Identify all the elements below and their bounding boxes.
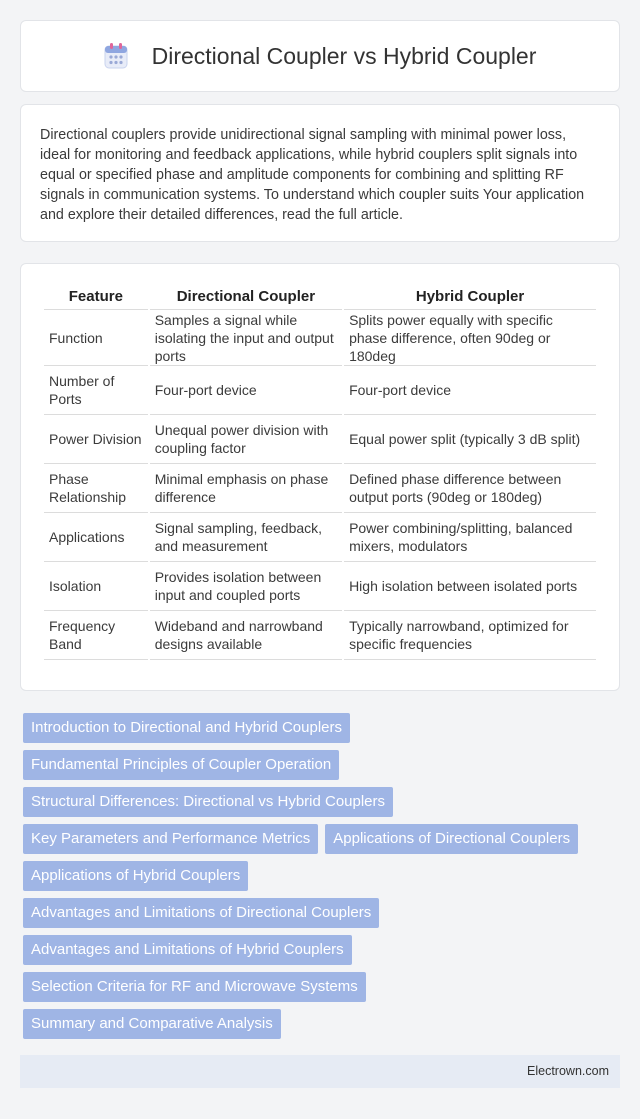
header-feature: Feature <box>44 284 148 310</box>
table-cell: Four-port device <box>150 366 342 415</box>
table-header-row <box>44 284 596 310</box>
table-row <box>44 464 596 513</box>
toc-link-introduction[interactable]: Introduction to Directional and Hybrid Couplers <box>23 713 350 743</box>
table-cell: Wideband and narrowband designs available <box>150 611 342 660</box>
toc-link-advantages-directional[interactable]: Advantages and Limitations of Directional Couplers <box>23 898 379 928</box>
header-directional: Directional Coupler <box>150 284 342 310</box>
toc-link-key-parameters[interactable]: Key Parameters and Performance Metrics <box>23 824 318 854</box>
table-cell: Splits power equally with specific phase difference, often 90deg or 180deg <box>344 310 596 366</box>
table-cell: Minimal emphasis on phase difference <box>150 464 342 513</box>
title-card <box>20 20 620 92</box>
table-cell: Signal sampling, feedback, and measurement <box>150 513 342 562</box>
table-cell: Typically narrowband, optimized for specific frequencies <box>344 611 596 660</box>
table-cell: Unequal power division with coupling factor <box>150 415 342 464</box>
calendar-icon <box>104 43 128 69</box>
table-row <box>44 513 596 562</box>
table-cell: Applications <box>44 513 148 562</box>
header-hybrid: Hybrid Coupler <box>344 284 596 310</box>
table-row <box>44 366 596 415</box>
table-cell: Samples a signal while isolating the input and output ports <box>150 310 342 366</box>
table-of-contents <box>20 713 620 1046</box>
table-cell: Power Division <box>44 415 148 464</box>
comparison-card <box>20 263 620 691</box>
table-cell: Number of Ports <box>44 366 148 415</box>
table-cell: High isolation between isolated ports <box>344 562 596 611</box>
toc-link-selection-criteria[interactable]: Selection Criteria for RF and Microwave Systems <box>23 972 366 1002</box>
table-cell: Four-port device <box>344 366 596 415</box>
toc-link-structural-differences[interactable]: Structural Differences: Directional vs Hybrid Couplers <box>23 787 393 817</box>
comparison-table <box>42 284 598 660</box>
toc-link-applications-directional[interactable]: Applications of Directional Couplers <box>325 824 578 854</box>
toc-link-fundamental-principles[interactable]: Fundamental Principles of Coupler Operation <box>23 750 339 780</box>
table-cell: Isolation <box>44 562 148 611</box>
page-title: Directional Coupler vs Hybrid Coupler <box>151 42 537 69</box>
table-row <box>44 310 596 366</box>
intro-text: Directional couplers provide unidirectional signal sampling with minimal power loss, ideal for monitoring and feedback applications, while hybrid couplers split signals into equal or specified phase and amplitude components for combining and splitting RF signals in communication systems. To understand which coupler suits Your application and explore their detailed differences, read the full article. <box>40 127 585 223</box>
table-cell: Phase Relationship <box>44 464 148 513</box>
toc-link-applications-hybrid[interactable]: Applications of Hybrid Couplers <box>23 861 248 891</box>
table-cell: Equal power split (typically 3 dB split) <box>344 415 596 464</box>
table-cell: Power combining/splitting, balanced mixers, modulators <box>344 513 596 562</box>
table-cell: Frequency Band <box>44 611 148 660</box>
table-row <box>44 611 596 660</box>
table-cell: Function <box>44 310 148 366</box>
intro-card <box>20 104 620 242</box>
toc-link-advantages-hybrid[interactable]: Advantages and Limitations of Hybrid Couplers <box>23 935 352 965</box>
footer <box>20 1055 620 1088</box>
footer-site[interactable]: Electrown.com <box>527 1064 609 1078</box>
table-cell: Defined phase difference between output ports (90deg or 180deg) <box>344 464 596 513</box>
table-row <box>44 562 596 611</box>
table-row <box>44 415 596 464</box>
table-cell: Provides isolation between input and coupled ports <box>150 562 342 611</box>
toc-link-summary[interactable]: Summary and Comparative Analysis <box>23 1009 281 1039</box>
